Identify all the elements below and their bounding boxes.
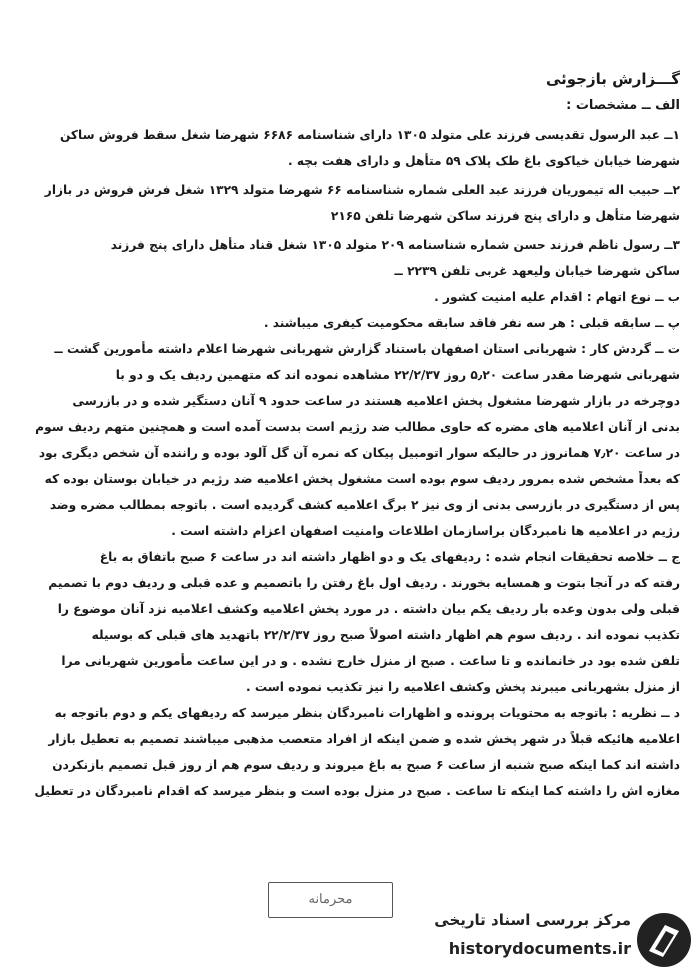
section-t-line-5: در ساعت ۷٫۲۰ همانروز در حالیکه سوار اتومبیل پیکان که نمره آن گل آلود بوده و راننده آن شخص دیگری بود <box>38 446 680 460</box>
section-j-line-6: از منزل بشهربانی میبرند پخش وکشف اعلامیه را نیز تکذیب نموده است . <box>245 680 680 694</box>
section-j-line-5: تلفن شده بود در خانمانده و تا ساعت . صبح از منزل خارج نشده . و در این ساعت مأمورین شهربانی مرا <box>61 654 680 668</box>
section-t-line-3: دوچرخه در بازار شهرضا مشغول پخش اعلامیه هستند در ساعت حدود ۹ آنان دستگیر شده و در بازرسی <box>72 394 680 408</box>
person-1-line-1: ۱ــ عبد الرسول تقدیسی فرزند علی متولد ۱۳۰۵ دارای شناسنامه ۶۶۸۶ شهرضا شغل سقط فروش ساکن <box>59 128 680 142</box>
section-t-line-1: ت ــ گردش کار : شهربانی استان اصفهان باستناد گزارش شهربانی شهرضا اعلام داشته مأمورین گشت ــ <box>54 342 680 356</box>
section-b-charge: ب ــ نوع اتهام : اقدام علیه امنیت کشور . <box>434 290 680 304</box>
section-t-line-7: پس از دستگیری در بازرسی بدنی از وی نیز ۲ برگ اعلامیه کشف گردیده است . باتوجه بمطالب مضره وضد <box>49 498 680 512</box>
watermark-logo <box>434 907 695 971</box>
person-2-line-1: ۲ــ حبیب اله تیموریان فرزند عبد العلی شماره شناسنامه ۶۶ شهرضا متولد ۱۳۲۹ شغل فرش فروش در بازار <box>44 183 680 197</box>
section-t-line-6: که بعداً مشخص شده بمرور ردیف سوم بوده است مشغول پخش اعلامیه ضد رژیم در خیابان بوستان بوده که <box>44 472 680 486</box>
section-j-line-2: رفته که در آنجا بتوت و همسایه بخورند . ردیف اول باغ رفتن را باتصمیم و عده قبلی و ردیف دوم با تصمیم <box>48 576 680 590</box>
person-3-line-2: ساکن شهرضا خیابان ولیعهد غربی تلفن ۲۲۳۹ ــ <box>394 264 680 278</box>
section-t-line-8: رژیم در اعلامیه ها نامبردگان براسازمان اطلاعات وامنیت اصفهان اعزام داشته است . <box>171 524 680 538</box>
watermark-name: مرکز بررسی اسناد تاریخی <box>434 911 631 929</box>
archive-logo-icon <box>635 911 693 969</box>
section-d-line-4: مغازه اش را داشته کما اینکه تا ساعت . صبح در منزل بوده است و بنظر میرسد که اقدام نامبردگان در تعطیل <box>34 784 680 798</box>
section-d-line-3: داشته اند کما اینکه صبح شنبه از ساعت ۶ صبح به باغ میروند و ردیف سوم هم از روز قبل تصمیم بازنکردن <box>52 758 680 772</box>
watermark-site: historydocuments.ir <box>448 939 631 958</box>
section-d-line-1: د ــ نظریه : باتوجه به محتویات پرونده و اظهارات نامبردگان بنظر میرسد که ردیفهای یکم و دوم باتوجه به <box>54 706 680 720</box>
person-1-line-2: شهرضا خیابان خیاکوی باغ طک پلاک ۵۹ متأهل و دارای هفت بچه . <box>288 154 680 168</box>
section-j-line-4: تکذیب نموده اند . ردیف سوم هم اظهار داشته اصولاً صبح روز ۲۲/۲/۳۷ باتهدید های قبلی که بوسیله <box>91 628 680 642</box>
section-a-heading: الف ــ مشخصات : <box>566 98 680 113</box>
section-j-line-3: قبلی ولی بدون وعده بار ردیف یکم بیان داشته . در مورد پخش اعلامیه وکشف اعلامیه نزد آنان موضوع را <box>57 602 680 616</box>
section-j-line-1: ج ــ خلاصه تحقیقات انجام شده : ردیفهای یک و دو اظهار داشته اند در ساعت ۶ صبح باتفاق به باغ <box>99 550 680 564</box>
section-t-line-4: بدنی از آنان اعلامیه های مضره که حاوی مطالب ضد رژیم است بدست آمده است و همچنین متهم ردیف سوم <box>35 420 680 434</box>
classification-stamp: محرمانه <box>268 882 393 918</box>
section-d-line-2: اعلامیه هائیکه قبلاً در شهر پخش شده و ضمن اینکه از افراد متعصب مذهبی میباشند تصمیم به تعطیل بازار <box>48 732 680 746</box>
person-2-line-2: شهرضا متأهل و دارای پنج فرزند ساکن شهرضا تلفن ۲۱۶۵ <box>330 209 680 223</box>
document-title: گـــزارش بازجوئی <box>545 70 680 88</box>
section-t-line-2: شهربانی شهرضا مقدر ساعت ۵٫۲۰ روز ۲۲/۲/۳۷ مشاهده نموده اند که متهمین ردیف یک و دو با <box>115 368 680 382</box>
person-3-line-1: ۳ــ رسول ناظم فرزند حسن شماره شناسنامه ۲۰۹ متولد ۱۳۰۵ شغل قناد متأهل دارای پنج فرزند <box>110 238 680 252</box>
section-p-record: پ ــ سابقه قبلی : هر سه نفر فاقد سابقه محکومیت کیفری میباشند . <box>263 316 680 330</box>
